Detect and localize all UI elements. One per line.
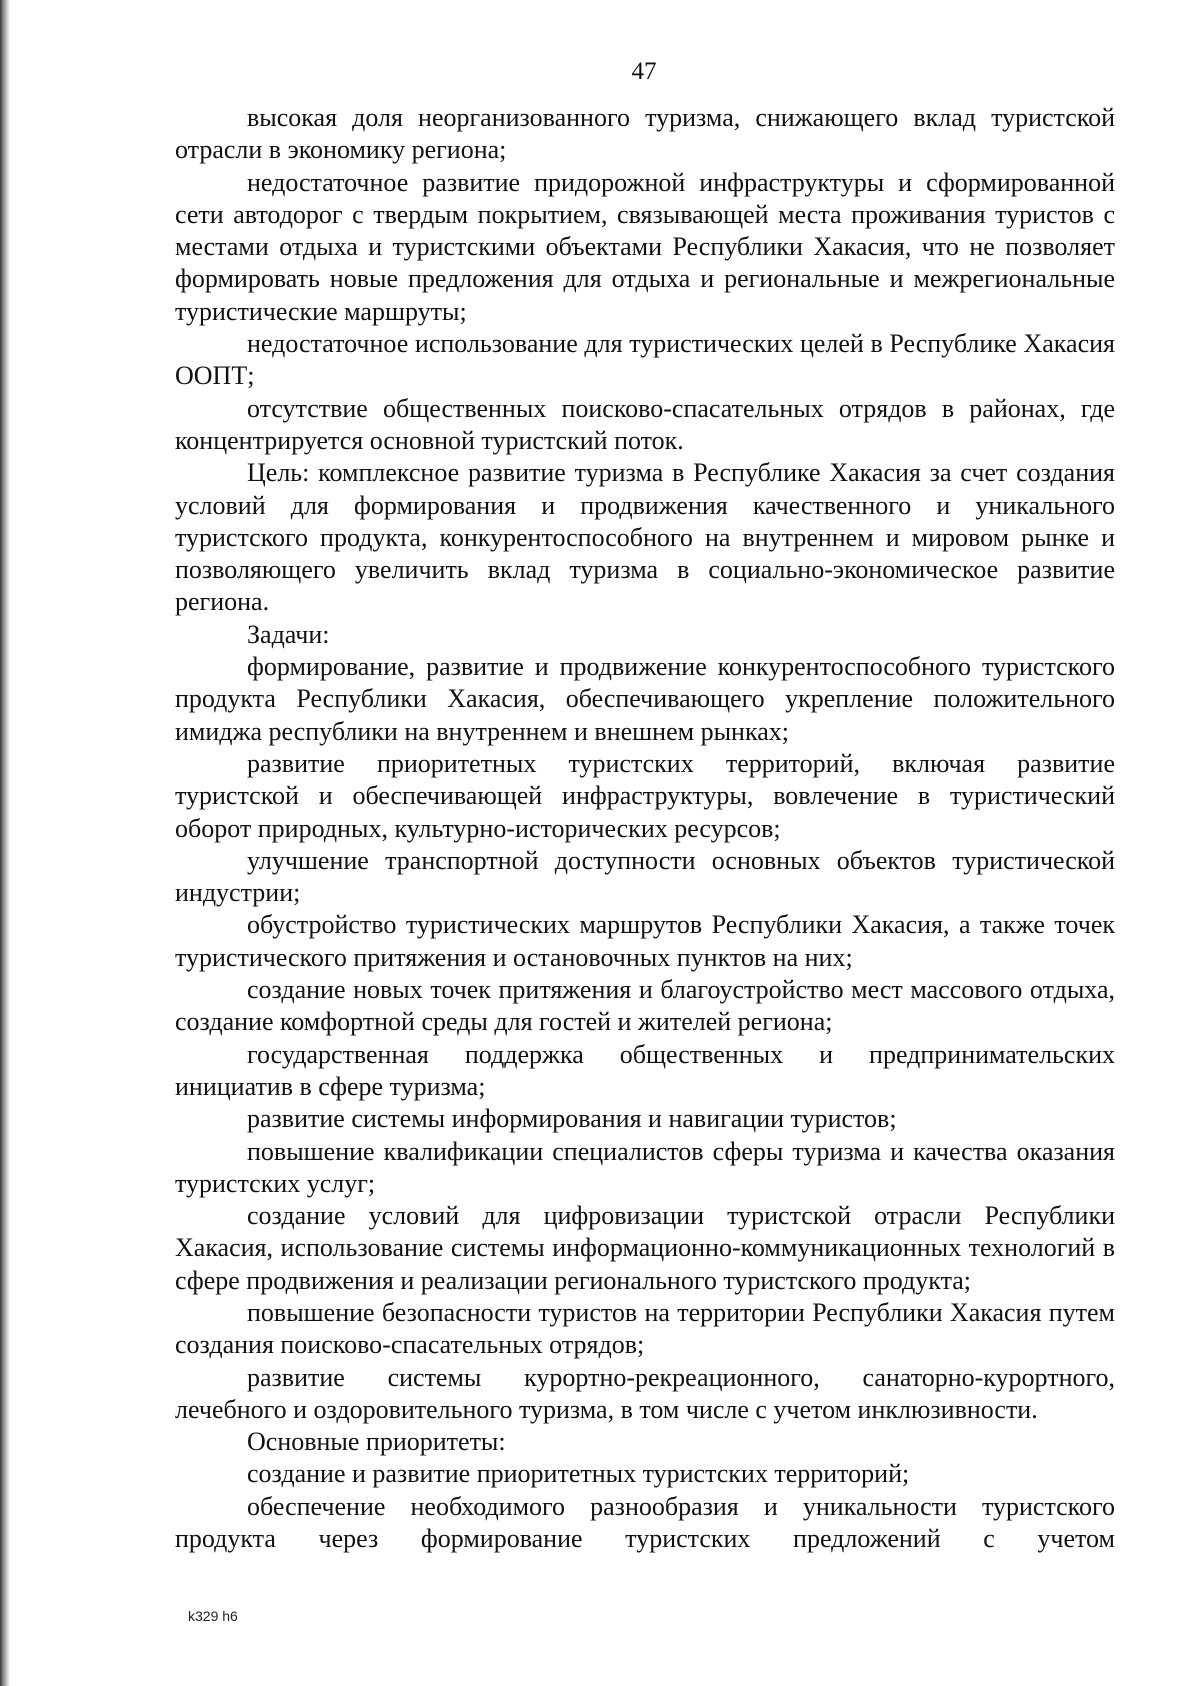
paragraph: высокая доля неорганизованного туризма, снижающего вклад туристской отрасли в экономику региона; — [175, 103, 1115, 165]
paragraph: обеспечение необходимого разнообразия и уникальности туристского продукта через формирование туристских предложений с учетом — [175, 1491, 1115, 1554]
paragraph: обустройство туристических маршрутов Республики Хакасия, а также точек туристического притяжения и остановочных пунктов на них; — [175, 910, 1115, 972]
paragraph: Цель: комплексное развитие туризма в Республике Хакасия за счет создания условий для формирования и продвижения качественного и уникального туристского продукта, конкурентоспособного на внутреннем и мировом рынке и позволяющего увеличить вклад туризма в социально-экономическое развитие региона. — [175, 458, 1115, 617]
paragraph: недостаточное использование для туристических целей в Республике Хакасия ООПТ; — [175, 329, 1115, 391]
scan-edge-shadow — [0, 0, 10, 1686]
paragraph: улучшение транспортной доступности основных объектов туристической индустрии; — [175, 845, 1115, 908]
paragraph: развитие системы информирования и навигации туристов; — [247, 1104, 897, 1134]
paragraph: развитие системы курортно-рекреационного, санаторно-курортного, лечебного и оздоровительного туризма, в том числе с учетом инклюзивности. — [175, 1362, 1115, 1424]
paragraph: государственная поддержка общественных и предпринимательских инициатив в сфере туризма; — [175, 1039, 1115, 1101]
paragraph: создание новых точек притяжения и благоустройство мест массового отдыха, создание комфортной среды для гостей и жителей региона; — [175, 975, 1115, 1037]
paragraph: отсутствие общественных поисково-спасательных отрядов в районах, где концентрируется основной туристский поток. — [175, 393, 1115, 455]
paragraph: развитие приоритетных туристских территорий, включая развитие туристской и обеспечивающей инфраструктуры, вовлечение в туристический оборот природных, культурно-исторических ресурсов; — [175, 748, 1115, 843]
paragraph: формирование, развитие и продвижение конкурентоспособного туристского продукта Республики Хакасия, обеспечивающего укрепление положительного имиджа республики на внутреннем и внешнем рынках; — [175, 652, 1115, 746]
paragraph: создание и развитие приоритетных туристских территорий; — [247, 1459, 910, 1489]
body-text — [175, 102, 1115, 1555]
footer-document-code: k329 h6 — [188, 1608, 238, 1624]
paragraph: повышение квалификации специалистов сферы туризма и качества оказания туристских услуг; — [175, 1136, 1115, 1198]
paragraph: создание условий для цифровизации туристской отрасли Республики Хакасия, использование системы информационно-коммуникационных технологий в сфере продвижения и реализации регионального туристского продукта; — [175, 1201, 1115, 1295]
page-number: 47 — [631, 58, 657, 85]
paragraph: недостаточное развитие придорожной инфраструктуры и сформированной сети автодорог с твердым покрытием, связывающей места проживания туристов с местами отдыха и туристскими объектами Республики Хакасия, что не позволяет формировать новые предложения для отдыха и региональные и межрегиональные туристические маршруты; — [175, 167, 1115, 326]
paragraph: повышение безопасности туристов на территории Республики Хакасия путем создания поисково-спасательных отрядов; — [175, 1297, 1115, 1360]
section-heading: Основные приоритеты: — [247, 1427, 506, 1457]
section-heading: Задачи: — [247, 619, 330, 649]
